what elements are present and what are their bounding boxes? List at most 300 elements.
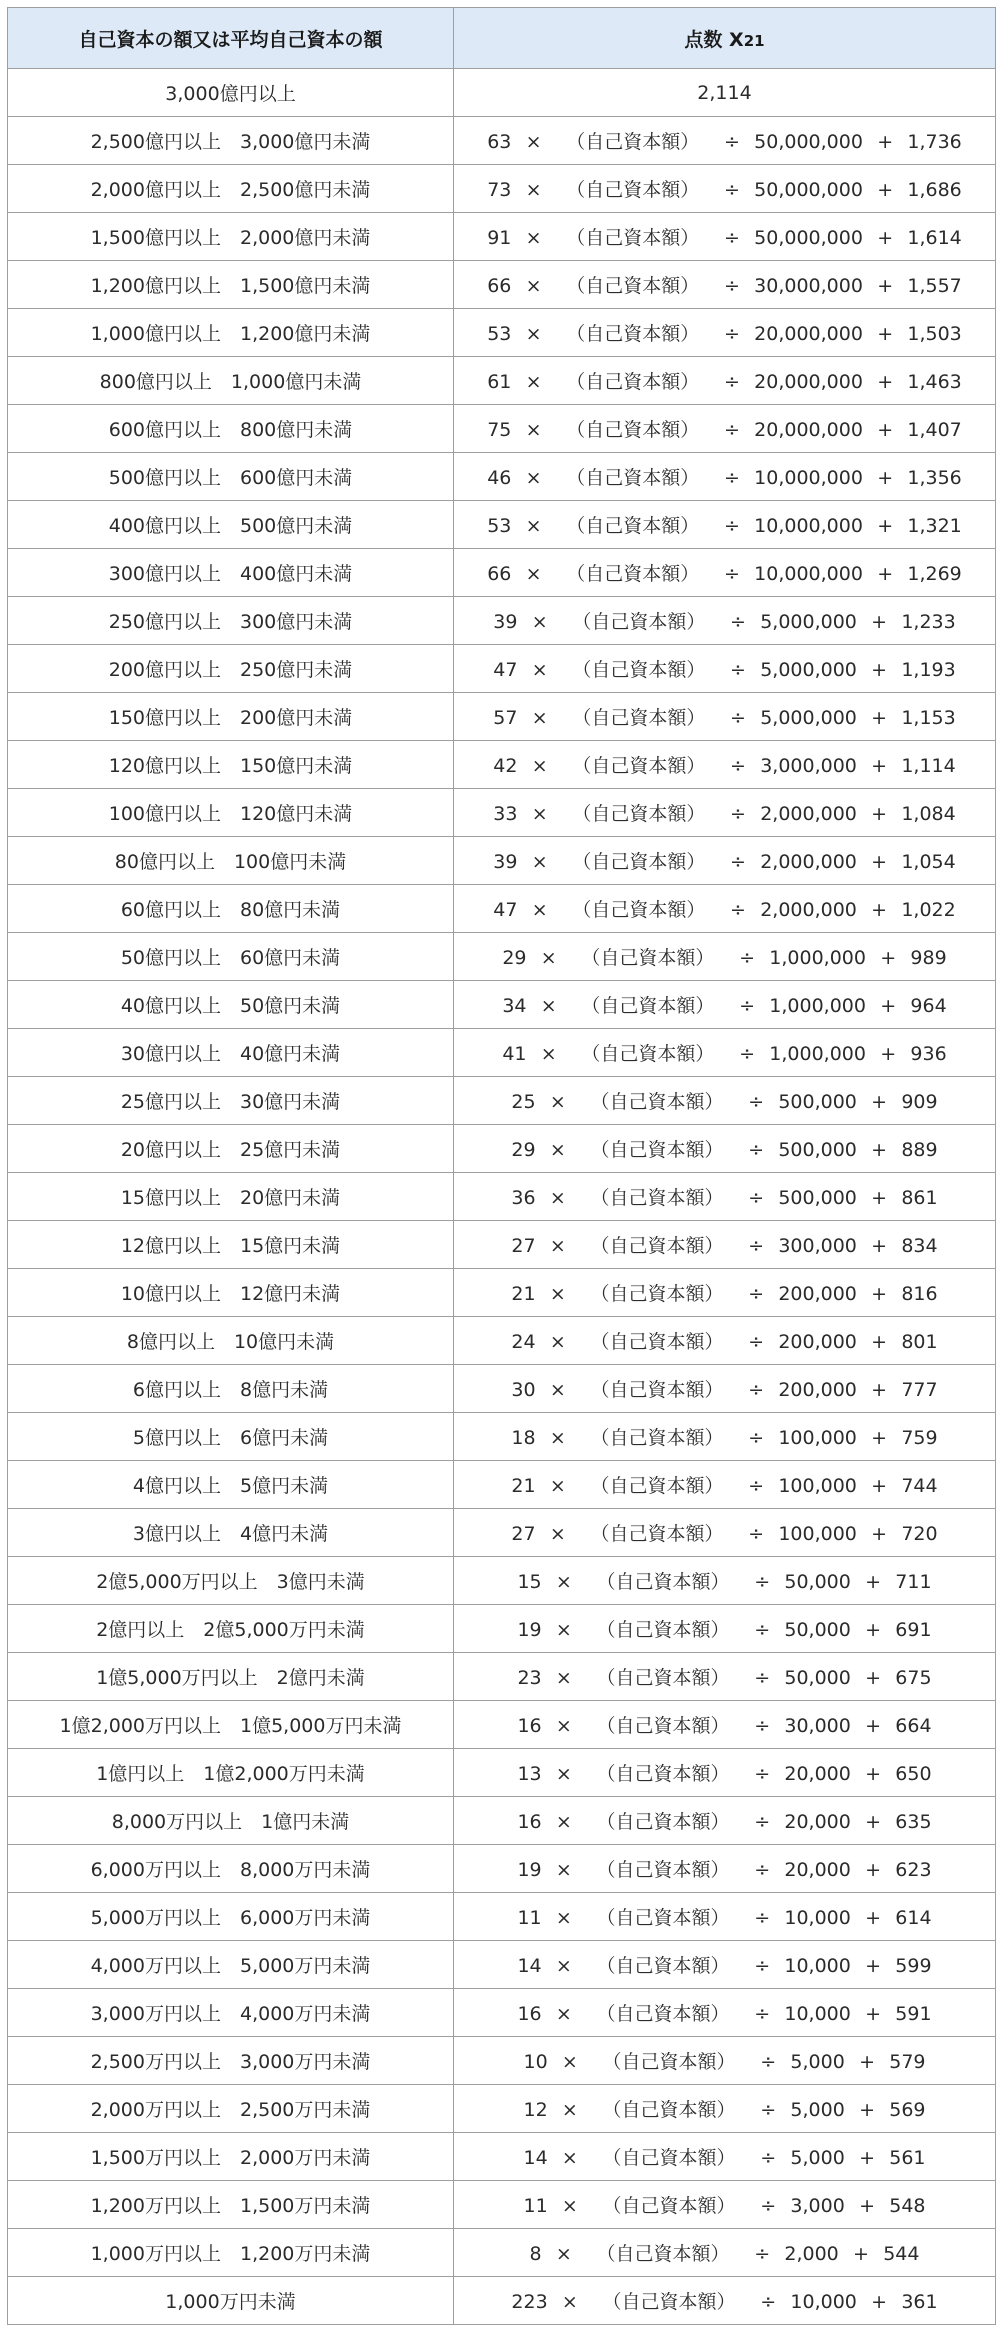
score-formula — [487, 559, 962, 586]
score-formula-cell — [454, 1941, 996, 1989]
constant: 614 — [895, 1907, 932, 1929]
divide-symbol: ÷ — [730, 755, 746, 777]
divide-symbol: ÷ — [760, 2147, 777, 2169]
divisor: 200,000 — [778, 1379, 857, 1401]
header-score-subscript: 21 — [743, 31, 765, 50]
score-formula-cell — [454, 1173, 996, 1221]
coefficient: 36 — [511, 1187, 536, 1209]
plus-symbol: + — [859, 2051, 875, 2073]
score-formula — [487, 319, 962, 346]
score-formula-cell — [454, 597, 996, 645]
score-formula-cell — [454, 645, 996, 693]
plus-symbol: + — [859, 2147, 875, 2169]
score-formula-cell — [454, 453, 996, 501]
divisor: 300,000 — [778, 1235, 857, 1257]
times-symbol: × — [555, 1907, 572, 1929]
table-row — [8, 645, 996, 693]
table-row — [8, 1077, 996, 1125]
coefficient: 66 — [487, 275, 512, 297]
times-symbol: × — [549, 1187, 566, 1209]
divisor: 50,000,000 — [754, 131, 863, 153]
coefficient: 12 — [523, 2099, 548, 2121]
times-symbol: × — [525, 179, 542, 201]
times-symbol: × — [525, 323, 542, 345]
plus-symbol: + — [877, 371, 894, 393]
divisor: 5,000,000 — [760, 707, 857, 729]
score-formula — [493, 607, 955, 634]
equity-term: （自己資本額） — [566, 323, 700, 345]
score-formula — [523, 2143, 925, 2170]
score-formula-cell — [454, 933, 996, 981]
score-formula — [530, 2239, 920, 2266]
coefficient: 16 — [517, 2003, 542, 2025]
times-symbol: × — [555, 1763, 572, 1785]
table-row — [8, 1029, 996, 1077]
coefficient: 19 — [517, 1619, 542, 1641]
coefficient: 91 — [487, 227, 512, 249]
score-formula — [517, 1567, 931, 1594]
constant: 1,269 — [907, 563, 962, 585]
constant: 720 — [901, 1523, 938, 1545]
divide-symbol: ÷ — [723, 563, 740, 585]
score-formula — [502, 943, 946, 970]
divisor: 3,000,000 — [760, 755, 857, 777]
equity-term: （自己資本額） — [590, 1475, 724, 1497]
constant: 579 — [889, 2051, 926, 2073]
times-symbol: × — [549, 1331, 566, 1353]
equity-range-cell: 40億円以上 50億円未満 — [8, 981, 454, 1029]
table-row — [8, 693, 996, 741]
plus-symbol: + — [865, 1619, 882, 1641]
divisor: 50,000,000 — [754, 179, 863, 201]
equity-term: （自己資本額） — [566, 515, 700, 537]
table-row — [8, 357, 996, 405]
times-symbol: × — [525, 563, 542, 585]
divide-symbol: ÷ — [748, 1427, 765, 1449]
score-formula-cell — [454, 2085, 996, 2133]
score-formula — [487, 223, 962, 250]
table-header-row — [8, 8, 996, 69]
equity-range-cell: 150億円以上 200億円未満 — [8, 693, 454, 741]
equity-term: （自己資本額） — [572, 803, 706, 825]
plus-symbol: + — [871, 899, 888, 921]
equity-range-cell: 60億円以上 80億円未満 — [8, 885, 454, 933]
times-symbol: × — [555, 1715, 572, 1737]
score-formula — [511, 1327, 937, 1354]
constant: 1,233 — [901, 611, 956, 633]
equity-term: （自己資本額） — [590, 1283, 724, 1305]
constant: 889 — [901, 1139, 938, 1161]
score-formula — [511, 2287, 937, 2314]
divisor: 2,000,000 — [760, 851, 857, 873]
equity-range-cell: 100億円以上 120億円未満 — [8, 789, 454, 837]
times-symbol: × — [561, 2147, 578, 2169]
divide-symbol: ÷ — [723, 323, 740, 345]
divisor: 20,000,000 — [754, 419, 863, 441]
plus-symbol: + — [871, 611, 888, 633]
equity-term: （自己資本額） — [566, 371, 700, 393]
plus-symbol: + — [871, 1283, 888, 1305]
score-formula — [487, 175, 962, 202]
constant: 544 — [883, 2243, 920, 2265]
divide-symbol: ÷ — [730, 899, 746, 921]
equity-term: （自己資本額） — [596, 2243, 730, 2265]
coefficient: 27 — [511, 1523, 536, 1545]
times-symbol: × — [525, 515, 542, 537]
equity-range-cell: 800億円以上 1,000億円未満 — [8, 357, 454, 405]
plus-symbol: + — [871, 1091, 888, 1113]
divisor: 30,000,000 — [754, 275, 863, 297]
coefficient: 57 — [493, 707, 518, 729]
divide-symbol: ÷ — [754, 2003, 771, 2025]
table-row — [8, 1845, 996, 1893]
equity-term: （自己資本額） — [590, 1091, 724, 1113]
score-formula-cell — [454, 1029, 996, 1077]
constant: 623 — [895, 1859, 932, 1881]
divisor: 10,000 — [784, 2003, 851, 2025]
plus-symbol: + — [859, 2099, 875, 2121]
table-row — [8, 1749, 996, 1797]
plus-symbol: + — [871, 755, 888, 777]
plus-symbol: + — [853, 2243, 869, 2265]
plus-symbol: + — [871, 1331, 888, 1353]
divide-symbol: ÷ — [730, 707, 746, 729]
score-formula-cell — [454, 1893, 996, 1941]
coefficient: 39 — [493, 611, 518, 633]
score-formula — [517, 1615, 931, 1642]
divide-symbol: ÷ — [723, 131, 740, 153]
constant: 964 — [910, 995, 947, 1017]
constant: 691 — [895, 1619, 932, 1641]
score-formula-cell — [454, 1749, 996, 1797]
divisor: 2,000,000 — [760, 803, 857, 825]
divisor: 500,000 — [778, 1091, 857, 1113]
equity-range-cell: 10億円以上 12億円未満 — [8, 1269, 454, 1317]
constant: 834 — [901, 1235, 938, 1257]
constant: 744 — [901, 1475, 938, 1497]
table-row — [8, 2181, 996, 2229]
divisor: 500,000 — [778, 1139, 857, 1161]
constant: 1,054 — [901, 851, 956, 873]
score-formula-cell — [454, 1317, 996, 1365]
table-row — [8, 2277, 996, 2325]
equity-range-cell: 2,000万円以上 2,500万円未満 — [8, 2085, 454, 2133]
score-formula — [511, 1135, 937, 1162]
score-formula-cell — [454, 357, 996, 405]
times-symbol: × — [555, 1811, 572, 1833]
score-formula-cell — [454, 501, 996, 549]
table-row — [8, 69, 996, 117]
equity-range-cell: 80億円以上 100億円未満 — [8, 837, 454, 885]
table-row — [8, 1365, 996, 1413]
equity-range-cell: 8,000万円以上 1億円未満 — [8, 1797, 454, 1845]
divisor: 100,000 — [778, 1475, 857, 1497]
divisor: 200,000 — [778, 1283, 857, 1305]
table-row — [8, 165, 996, 213]
equity-range-cell: 1億2,000万円以上 1億5,000万円未満 — [8, 1701, 454, 1749]
equity-range-cell: 25億円以上 30億円未満 — [8, 1077, 454, 1125]
divisor: 5,000,000 — [760, 611, 857, 633]
table-row — [8, 1269, 996, 1317]
times-symbol: × — [525, 371, 542, 393]
coefficient: 47 — [493, 659, 518, 681]
equity-term: （自己資本額） — [596, 1619, 730, 1641]
plus-symbol: + — [865, 1715, 882, 1737]
times-symbol: × — [549, 1379, 566, 1401]
plus-symbol: + — [871, 851, 888, 873]
equity-range-cell: 1,000万円以上 1,200万円未満 — [8, 2229, 454, 2277]
constant: 1,022 — [901, 899, 956, 921]
equity-range-cell: 5,000万円以上 6,000万円未満 — [8, 1893, 454, 1941]
coefficient: 61 — [487, 371, 512, 393]
constant: 548 — [889, 2195, 926, 2217]
coefficient: 63 — [487, 131, 512, 153]
plus-symbol: + — [877, 227, 894, 249]
coefficient: 34 — [502, 995, 527, 1017]
equity-term: （自己資本額） — [590, 1139, 724, 1161]
constant: 361 — [901, 2291, 938, 2313]
equity-range-cell: 1億円以上 1億2,000万円未満 — [8, 1749, 454, 1797]
table-row — [8, 1317, 996, 1365]
equity-term: （自己資本額） — [590, 1379, 724, 1401]
divide-symbol: ÷ — [748, 1139, 765, 1161]
equity-range-cell: 6,000万円以上 8,000万円未満 — [8, 1845, 454, 1893]
times-symbol: × — [549, 1475, 566, 1497]
constant: 1,736 — [907, 131, 962, 153]
divide-symbol: ÷ — [754, 2243, 771, 2265]
divisor: 100,000 — [778, 1523, 857, 1545]
divide-symbol: ÷ — [730, 659, 746, 681]
divisor: 3,000 — [790, 2195, 845, 2217]
coefficient: 16 — [517, 1715, 542, 1737]
coefficient: 14 — [517, 1955, 542, 1977]
score-formula — [517, 1903, 931, 1930]
times-symbol: × — [531, 755, 548, 777]
constant: 1,193 — [901, 659, 956, 681]
equity-term: （自己資本額） — [572, 899, 706, 921]
coefficient: 14 — [523, 2147, 548, 2169]
coefficient: 25 — [511, 1091, 536, 1113]
plus-symbol: + — [865, 2003, 882, 2025]
divisor: 2,000,000 — [760, 899, 857, 921]
divisor: 10,000,000 — [754, 563, 863, 585]
coefficient: 19 — [517, 1859, 542, 1881]
plus-symbol: + — [871, 803, 888, 825]
score-formula-cell — [454, 885, 996, 933]
plus-symbol: + — [865, 1907, 882, 1929]
coefficient: 10 — [523, 2051, 548, 2073]
coefficient: 11 — [523, 2195, 548, 2217]
table-row — [8, 1893, 996, 1941]
plus-symbol: + — [877, 275, 894, 297]
equity-range-cell: 1,200万円以上 1,500万円未満 — [8, 2181, 454, 2229]
equity-range-cell: 3億円以上 4億円未満 — [8, 1509, 454, 1557]
divide-symbol: ÷ — [748, 1283, 765, 1305]
times-symbol: × — [561, 2051, 578, 2073]
times-symbol: × — [540, 947, 557, 969]
constant: 599 — [895, 1955, 932, 1977]
equity-range-cell: 1億5,000万円以上 2億円未満 — [8, 1653, 454, 1701]
table-row — [8, 1989, 996, 2037]
divide-symbol: ÷ — [723, 275, 740, 297]
score-formula-cell — [454, 837, 996, 885]
score-formula-cell — [454, 1797, 996, 1845]
constant: 801 — [901, 1331, 938, 1353]
table-row — [8, 405, 996, 453]
score-formula-cell — [454, 741, 996, 789]
plus-symbol: + — [871, 659, 888, 681]
table-row — [8, 1173, 996, 1221]
times-symbol: × — [549, 1283, 566, 1305]
plus-symbol: + — [877, 515, 894, 537]
score-formula-cell — [454, 2133, 996, 2181]
score-formula-cell — [454, 1077, 996, 1125]
equity-term: （自己資本額） — [590, 1427, 724, 1449]
score-formula-cell — [454, 213, 996, 261]
divide-symbol: ÷ — [748, 1235, 765, 1257]
table-body — [8, 69, 996, 2325]
score-formula — [511, 1375, 937, 1402]
divisor: 20,000 — [784, 1859, 851, 1881]
score-formula — [502, 991, 946, 1018]
score-formula — [493, 895, 955, 922]
times-symbol: × — [555, 1955, 572, 1977]
table-row — [8, 1797, 996, 1845]
constant: 1,153 — [901, 707, 956, 729]
constant: 861 — [901, 1187, 938, 1209]
score-formula-cell — [454, 1701, 996, 1749]
equity-term: （自己資本額） — [566, 179, 700, 201]
coefficient: 41 — [502, 1043, 527, 1065]
coefficient: 15 — [517, 1571, 542, 1593]
score-formula — [517, 1999, 931, 2026]
times-symbol: × — [555, 1667, 572, 1689]
plus-symbol: + — [877, 563, 894, 585]
times-symbol: × — [555, 2243, 572, 2265]
coefficient: 8 — [529, 2243, 542, 2265]
plus-symbol: + — [865, 1763, 882, 1785]
score-formula — [493, 703, 955, 730]
score-formula — [517, 1663, 931, 1690]
score-formula-cell — [454, 1461, 996, 1509]
plus-symbol: + — [871, 1475, 888, 1497]
constant: 1,114 — [901, 755, 956, 777]
divide-symbol: ÷ — [754, 1811, 771, 1833]
times-symbol: × — [531, 611, 548, 633]
table-row — [8, 261, 996, 309]
header-score-x21 — [454, 8, 996, 69]
divisor: 10,000 — [790, 2291, 857, 2313]
constant: 664 — [895, 1715, 932, 1737]
coefficient: 30 — [511, 1379, 536, 1401]
times-symbol: × — [555, 1619, 572, 1641]
equity-term: （自己資本額） — [602, 2051, 736, 2073]
score-formula — [517, 1759, 931, 1786]
table-row — [8, 1701, 996, 1749]
equity-term: （自己資本額） — [581, 995, 715, 1017]
equity-term: （自己資本額） — [566, 467, 700, 489]
equity-term: （自己資本額） — [572, 851, 706, 873]
plus-symbol: + — [880, 1043, 897, 1065]
table-row — [8, 597, 996, 645]
equity-range-cell: 2,500億円以上 3,000億円未満 — [8, 117, 454, 165]
plus-symbol: + — [877, 419, 894, 441]
score-formula — [517, 1807, 931, 1834]
coefficient: 42 — [493, 755, 518, 777]
divisor: 30,000 — [784, 1715, 851, 1737]
equity-range-cell: 4,000万円以上 5,000万円未満 — [8, 1941, 454, 1989]
coefficient: 33 — [493, 803, 518, 825]
divisor: 50,000 — [784, 1571, 851, 1593]
divide-symbol: ÷ — [754, 1619, 771, 1641]
equity-range-cell: 5億円以上 6億円未満 — [8, 1413, 454, 1461]
score-formula — [511, 1471, 937, 1498]
table-row — [8, 885, 996, 933]
equity-range-cell: 20億円以上 25億円未満 — [8, 1125, 454, 1173]
divide-symbol: ÷ — [754, 1907, 771, 1929]
header-score-label: 点数 X — [684, 28, 744, 51]
score-formula — [511, 1423, 937, 1450]
equity-range-cell: 2,000億円以上 2,500億円未満 — [8, 165, 454, 213]
constant: 569 — [889, 2099, 926, 2121]
equity-range-cell: 500億円以上 600億円未満 — [8, 453, 454, 501]
plus-symbol: + — [865, 1859, 882, 1881]
score-formula — [517, 1951, 931, 1978]
equity-range-cell: 1,500万円以上 2,000万円未満 — [8, 2133, 454, 2181]
equity-term: （自己資本額） — [602, 2291, 736, 2313]
plus-symbol: + — [865, 1955, 882, 1977]
times-symbol: × — [549, 1523, 566, 1545]
times-symbol: × — [525, 131, 542, 153]
table-row — [8, 549, 996, 597]
constant: 1,407 — [907, 419, 962, 441]
score-formula-cell — [454, 2181, 996, 2229]
equity-term: （自己資本額） — [596, 1811, 730, 1833]
equity-range-cell: 3,000億円以上 — [8, 69, 454, 117]
table-row — [8, 1461, 996, 1509]
constant: 1,614 — [907, 227, 962, 249]
equity-range-cell: 1,000万円未満 — [8, 2277, 454, 2325]
divisor: 5,000 — [790, 2147, 845, 2169]
score-formula-cell — [454, 1365, 996, 1413]
constant: 1,503 — [907, 323, 962, 345]
divide-symbol: ÷ — [739, 995, 756, 1017]
equity-term: （自己資本額） — [596, 1667, 730, 1689]
equity-range-cell: 1,500億円以上 2,000億円未満 — [8, 213, 454, 261]
divide-symbol: ÷ — [748, 1187, 765, 1209]
divide-symbol: ÷ — [748, 1091, 765, 1113]
equity-term: （自己資本額） — [596, 1571, 730, 1593]
times-symbol: × — [561, 2099, 578, 2121]
coefficient: 13 — [517, 1763, 542, 1785]
divisor: 500,000 — [778, 1187, 857, 1209]
divisor: 50,000,000 — [754, 227, 863, 249]
constant: 989 — [910, 947, 947, 969]
divisor: 5,000 — [790, 2099, 845, 2121]
header-equity-amount — [8, 8, 454, 69]
times-symbol: × — [525, 227, 542, 249]
coefficient: 46 — [487, 467, 512, 489]
times-symbol: × — [531, 803, 548, 825]
divide-symbol: ÷ — [739, 1043, 756, 1065]
times-symbol: × — [555, 1859, 572, 1881]
constant: 635 — [895, 1811, 932, 1833]
divide-symbol: ÷ — [754, 1715, 771, 1737]
times-symbol: × — [555, 1571, 572, 1593]
plus-symbol: + — [880, 995, 897, 1017]
divide-symbol: ÷ — [723, 227, 740, 249]
score-formula — [511, 1231, 937, 1258]
